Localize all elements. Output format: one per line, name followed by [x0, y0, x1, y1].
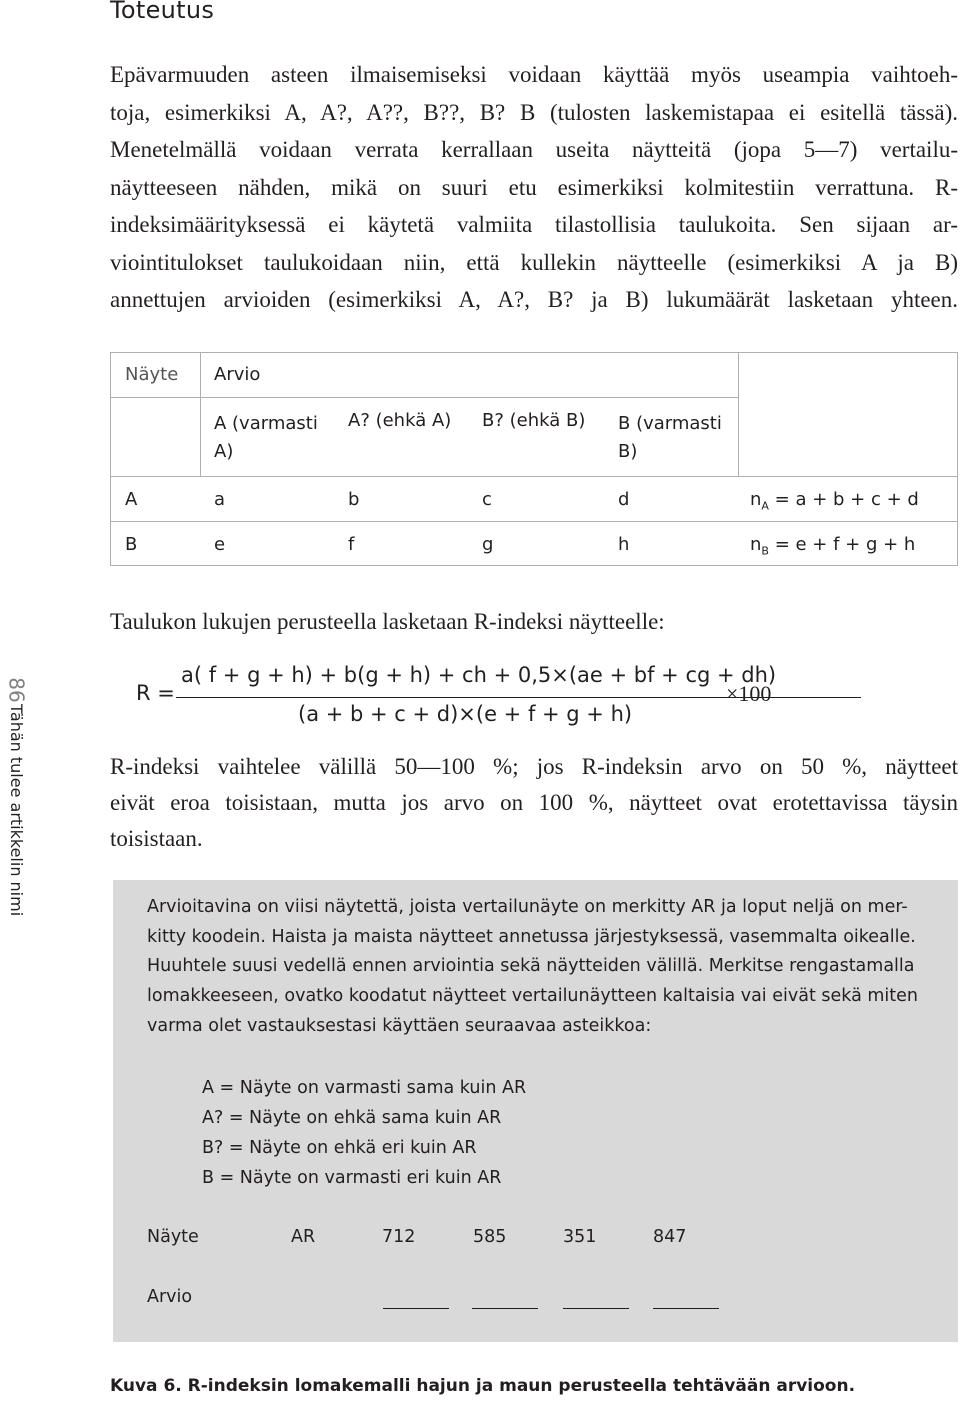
table-cell: e [214, 534, 226, 555]
table-cell: f [348, 534, 355, 555]
table-cell: d [618, 489, 630, 510]
text-line: varma olet vastauksestasi käyttäen seuraavaa asteikkoa: [147, 1015, 652, 1036]
sample-label: Näyte [147, 1227, 199, 1247]
text-line: viointitulokset taulukoidaan niin, että kullekin näytteelle (esimerkiksi A ja B) [110, 249, 958, 275]
scale-item: B = Näyte on varmasti eri kuin AR [202, 1168, 502, 1188]
n-symbol: n [750, 489, 762, 510]
table-cell: a [214, 489, 226, 510]
figure-caption: Kuva 6. R-indeksin lomakemalli hajun ja maun perusteella tehtävään arvioon. [110, 1376, 856, 1396]
subheader-a-varmasti: A (varmasti A) [214, 413, 318, 462]
text-line: Taulukon lukujen perusteella lasketaan R-indeksi näytteelle: [110, 609, 665, 634]
r-index-table [110, 352, 958, 566]
text-line: näytteeseen nähden, mikä on suuri etu esimerkiksi kolmitestiin verrattuna. R- [110, 174, 958, 200]
row-label: B [125, 534, 138, 555]
page-number: 86 [4, 677, 29, 703]
rating-scale [202, 1073, 526, 1193]
subheader-b-varmasti: B (varmasti B) [618, 413, 722, 462]
header-arvio: Arvio [214, 364, 261, 385]
formula-numerator: a( f + g + h) + b(g + h) + ch + 0,5×(ae + bf + cg + dh) [181, 663, 777, 687]
text-line: kitty koodein. Haista ja maista näytteet annetussa järjestyksessä, vasemmalta oikealle. [147, 926, 916, 947]
answer-blank[interactable] [653, 1308, 719, 1309]
row-total [750, 534, 915, 558]
n-expression: = e + f + g + h [768, 534, 916, 555]
table-cell: h [618, 534, 630, 555]
subheader-a-ehka: A? (ehkä A) [348, 410, 452, 431]
side-running-head [0, 664, 40, 964]
text-line: annettujen arvioiden (esimerkiksi A, A?, B? ja B) lukumäärät lasketaan yhteen. [110, 287, 958, 312]
row-label: A [125, 489, 138, 510]
formula-lhs: R = [136, 681, 175, 705]
sample-code: 712 [382, 1227, 416, 1247]
text-line: indeksimäärityksessä ei käytetä valmiita tilastollisia taulukoita. Sen sijaan ar- [110, 212, 958, 237]
formula-denominator: (a + b + c + d)×(e + f + g + h) [298, 702, 633, 726]
running-title: Tähän tulee artikkelin nimi [7, 704, 26, 917]
text-line: eivät eroa toisistaan, mutta jos arvo on 100 %, näytteet ovat erotettavissa täysin [110, 790, 958, 815]
instructions-paragraph [147, 893, 923, 1042]
scale-item: A = Näyte on varmasti sama kuin AR [202, 1078, 527, 1098]
sample-code: 847 [653, 1227, 687, 1247]
answer-blank[interactable] [472, 1308, 538, 1309]
evaluation-form-box [113, 880, 958, 1342]
text-line: Arvioitavina on viisi näytettä, joista vertailunäyte on merkitty AR ja loput neljä on mer- [147, 897, 908, 917]
section-title: Toteutus [110, 0, 215, 24]
r-index-formula [136, 655, 856, 735]
n-subscript: B [761, 544, 769, 558]
formula-multiplier: ×100 [726, 681, 772, 706]
arvio-label: Arvio [147, 1287, 193, 1307]
answer-blank[interactable] [383, 1308, 449, 1309]
sample-code: 351 [563, 1227, 597, 1247]
intro-paragraph [110, 56, 958, 319]
answer-blank[interactable] [563, 1308, 629, 1309]
sample-code: AR [291, 1227, 316, 1247]
n-subscript: A [761, 499, 769, 513]
sample-code: 585 [473, 1227, 507, 1247]
text-line: R-indeksi vaihtelee välillä 50—100 %; jos R-indeksin arvo on 50 %, näytteet [110, 754, 958, 779]
scale-item: B? = Näyte on ehkä eri kuin AR [202, 1138, 477, 1158]
result-paragraph [110, 749, 958, 857]
scale-item: A? = Näyte on ehkä sama kuin AR [202, 1108, 502, 1128]
table-cell: b [348, 489, 360, 510]
row-total [750, 489, 919, 513]
table-cell: c [482, 489, 492, 510]
subheader-b-ehka: B? (ehkä B) [482, 410, 586, 431]
text-line: Epävarmuuden asteen ilmaisemiseksi voidaan käyttää myös useampia vaihtoeh- [110, 62, 958, 87]
text-line: Menetelmällä voidaan verrata kerrallaan useita näytteitä (jopa 5—7) vertailu- [110, 137, 958, 162]
text-line: toisistaan. [110, 826, 203, 851]
text-line: lomakkeeseen, ovatko koodatut näytteet vertailunäytteen kaltaisia vai eivät sekä miten [147, 986, 918, 1007]
formula-intro [110, 603, 958, 641]
header-naayte: Näyte [125, 364, 179, 385]
n-expression: = a + b + c + d [768, 489, 919, 510]
text-line: Huuhtele suusi vedellä ennen arviointia sekä näytteiden välillä. Merkitse rengastamalla [147, 956, 915, 977]
text-line: toja, esimerkiksi A, A?, A??, B??, B? B (tulosten laskemistapaa ei esitellä tässä). [110, 99, 958, 125]
n-symbol: n [750, 534, 762, 555]
table-cell: g [482, 534, 494, 555]
